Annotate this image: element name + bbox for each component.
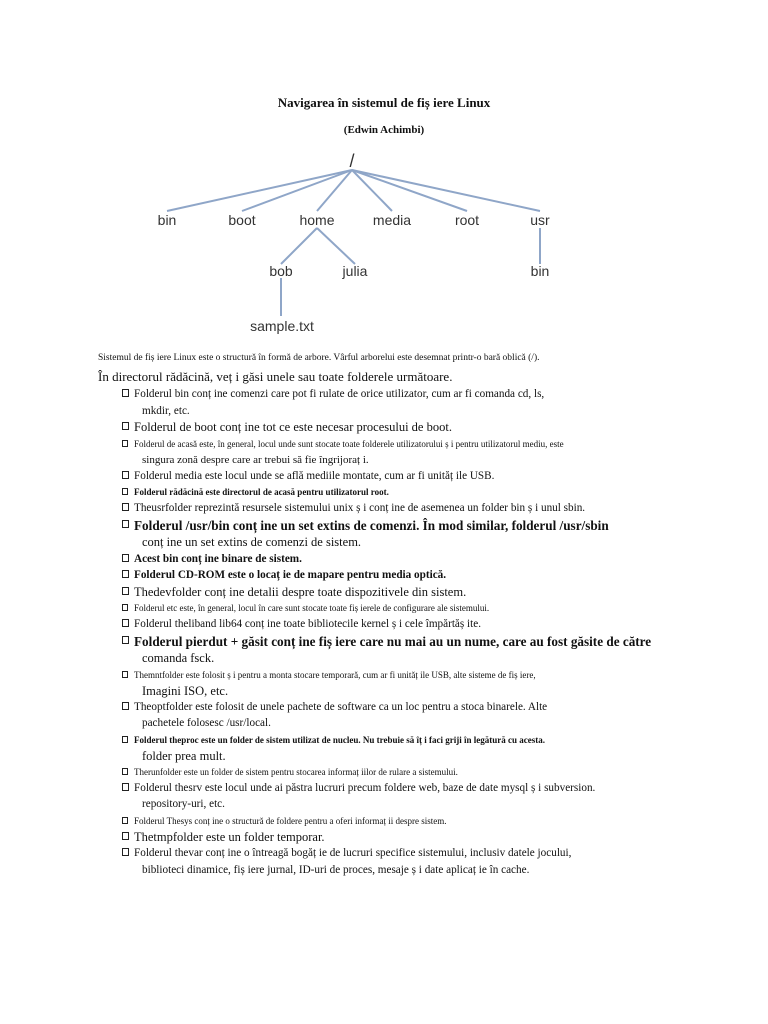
bullet-box-icon <box>122 440 128 447</box>
list-item: Folderul thevar conț ine o întreagă bogăț ie de lucruri specifice sistemului, inclusiv datele jocului, biblioteci dinamice, fiș iere jurnal, ID-uri de proces, mesaje ș i date aplicaț ie în cache. <box>122 845 742 878</box>
bullet-box-icon <box>122 587 129 595</box>
document-author: (Edwin Achimbi) <box>343 124 425 136</box>
list-item: Folderul etc este, în general, locul în care sunt stocate toate fiș ierele de configurare ale sistemului. <box>122 600 742 616</box>
bullet-box-icon <box>122 389 129 397</box>
list-item: Theusrfolder reprezintă resursele sistemului unix ș i conț ine de asemenea un folder bin ș i unul sbin. <box>122 500 742 517</box>
list-item: Folderul theproc este un folder de sistem utilizat de nucleu. Nu trebuie să îț i faci griji în legătură cu acesta. folder prea mult. <box>122 732 742 764</box>
bullet-box-icon <box>122 471 129 479</box>
bullet-box-icon <box>122 736 128 743</box>
tree-node-root-dir: root <box>454 212 480 228</box>
bullet-box-icon <box>122 636 129 644</box>
bullet-box-icon <box>122 832 129 840</box>
document-title: Navigarea în sistemul de fiș iere Linux <box>277 95 491 110</box>
list-item: Folderul bin conț ine comenzi care pot fi rulate de orice utilizator, cum ar fi comanda cd, ls, mkdir, etc. <box>122 386 742 419</box>
bullet-box-icon <box>122 768 128 775</box>
tree-node-bin: bin <box>157 212 177 228</box>
list-item: Thetmpfolder este un folder temporar. <box>122 829 742 846</box>
tree-node-home: home <box>299 212 335 228</box>
tree-node-usr-bin: bin <box>530 263 550 279</box>
list-item: Acest bin conț ine binare de sistem. <box>122 551 742 568</box>
tree-node-media: media <box>372 212 412 228</box>
bullet-box-icon <box>122 488 128 495</box>
bullet-box-icon <box>122 554 129 562</box>
list-item: Folderul /usr/bin conț ine un set extins de comenzi. În mod similar, folderul /usr/sbin conț ine un set extins de comenzi de sistem. <box>122 517 742 551</box>
bullet-box-icon <box>122 503 129 511</box>
bullet-box-icon <box>122 671 128 678</box>
bullet-box-icon <box>122 817 128 824</box>
list-item: Thedevfolder conț ine detalii despre toate dispozitivele din sistem. <box>122 584 742 601</box>
list-item: Folderul de boot conț ine tot ce este necesar procesului de boot. <box>122 419 742 436</box>
list-item: Folderul rădăcină este directorul de acasă pentru utilizatorul root. <box>122 484 742 500</box>
list-item: Folderul media este locul unde se află mediile montate, cum ar fi unităț ile USB. <box>122 468 742 485</box>
bullet-box-icon <box>122 422 129 430</box>
tree-edge <box>281 228 317 264</box>
tree-node-bob: bob <box>269 263 293 279</box>
tree-node-root: / <box>349 151 355 171</box>
list-item: Folderul pierdut + găsit conț ine fiș iere care nu mai au un nume, care au fost găsite de către comanda fsck. <box>122 633 742 667</box>
bullet-box-icon <box>122 520 129 528</box>
list-item: Folderul de acasă este, în general, locul unde sunt stocate toate folderele utilizatorului ș i pentru utilizatorul mediu, este singura zonă despre care ar trebui să fie îngrijoraț i. <box>122 436 742 468</box>
bullet-box-icon <box>122 570 129 578</box>
list-item: Themntfolder este folosit ș i pentru a monta stocare temporară, cum ar fi unităț ile USB, alte sisteme de fiș iere, Imagini ISO, etc. <box>122 667 742 699</box>
bullet-box-icon <box>122 604 128 611</box>
tree-node-boot: boot <box>228 212 256 228</box>
tree-node-usr: usr <box>530 212 550 228</box>
intro-paragraph: Sistemul de fiș iere Linux este o structură în formă de arbore. Vârful arborelui este desemnat printr-o bară oblică (/). <box>98 353 540 363</box>
tree-node-sample-txt: sample.txt <box>250 318 314 334</box>
list-item: Folderul theliband lib64 conț ine toate bibliotecile kernel ș i cele împărtăș ite. <box>122 616 742 633</box>
bullet-box-icon <box>122 783 129 791</box>
list-item: Folderul CD-ROM este o locaț ie de mapare pentru media optică. <box>122 567 742 584</box>
bullet-box-icon <box>122 702 129 710</box>
bullet-box-icon <box>122 619 129 627</box>
tree-edge <box>352 170 540 211</box>
tree-node-julia: julia <box>342 263 368 279</box>
list-item: Therunfolder este un folder de sistem pentru stocarea informaț iilor de rulare a sistemului. <box>122 764 742 780</box>
tree-edge <box>317 228 355 264</box>
list-item: Theoptfolder este folosit de unele pachete de software ca un loc pentru a stoca binarele. Alte pachetele folosesc /usr/local. <box>122 699 742 732</box>
list-item: Folderul Thesys conț ine o structură de foldere pentru a oferi informaț ii despre sistem. <box>122 813 742 829</box>
folder-list <box>122 386 742 878</box>
bullet-box-icon <box>122 848 129 856</box>
list-item: Folderul thesrv este locul unde ai păstra lucruri precum foldere web, baze de date mysql ș i subversion. repository-uri, etc. <box>122 780 742 813</box>
lead-paragraph: În directorul rădăcină, veț i găsi unele sau toate folderele următoare. <box>98 369 453 384</box>
filesystem-tree-diagram <box>0 150 768 350</box>
